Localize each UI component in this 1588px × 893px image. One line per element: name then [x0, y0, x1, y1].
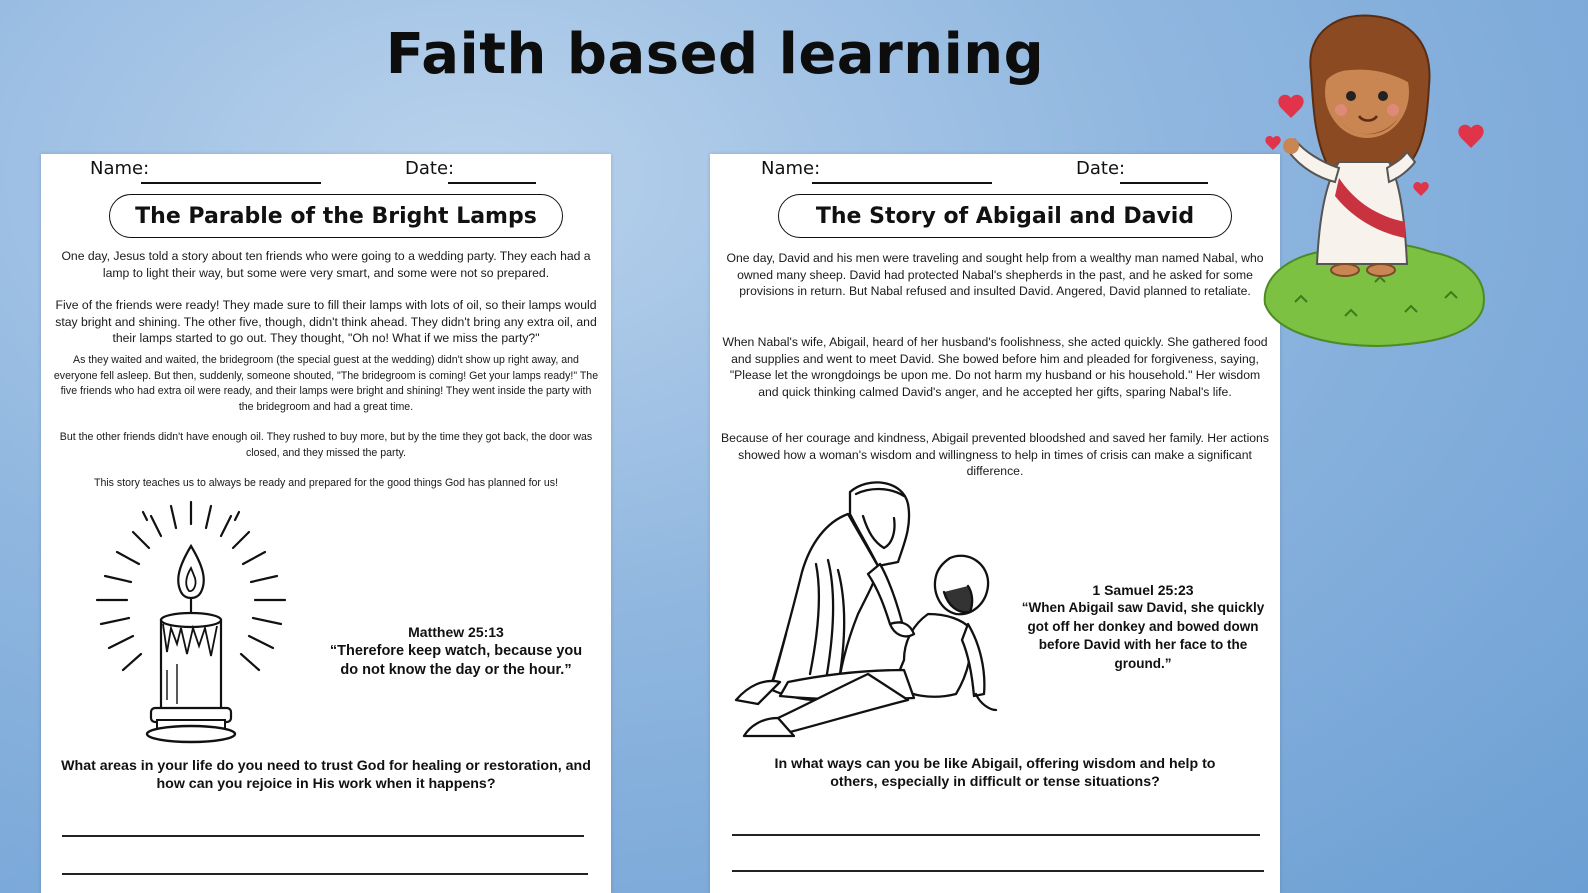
bible-verse	[1012, 582, 1274, 673]
jesus-cartoon-icon	[1255, 12, 1495, 357]
date-field[interactable]	[448, 182, 536, 184]
date-label: Date:	[1076, 158, 1126, 179]
name-date-row	[41, 158, 611, 184]
candle-icon	[81, 494, 301, 749]
story-paragraph: But the other friends didn't have enough oil. They rushed to buy more, but by the time they got back, the door was closed, and they missed the party.	[59, 431, 593, 459]
story-paragraph: This story teaches us to always be ready and prepared for the good things God has planned for us!	[93, 477, 559, 489]
answer-line[interactable]	[732, 870, 1264, 872]
story-paragraph: One day, David and his men were traveling and sought help from a wealthy man named Nabal, who owned many sheep. David had protected Nabal's shepherds in the past, and he asked for some provisions in return. But Nabal refused and insulted David. Angered, David planned to retaliate.	[726, 251, 1264, 298]
answer-line[interactable]	[62, 835, 584, 837]
worksheet-right	[710, 154, 1280, 893]
bible-verse	[321, 624, 591, 680]
name-label: Name:	[90, 158, 150, 179]
worksheet-title: The Story of Abigail and David	[778, 194, 1232, 238]
story-paragraph: When Nabal's wife, Abigail, heard of her husband's foolishness, she acted quickly. She gathered food and supplies and went to meet David. She bowed before him and pleaded for forgiveness, saying, "Please let the wrongdoings be upon me. Do not harm my husband or his household." Her wisdom and quick thinking calmed David's anger, and he accepted her gifts, sparing Nabal's life.	[722, 335, 1268, 399]
story-paragraph: One day, Jesus told a story about ten friends who were going to a wedding party. They each had a lamp to light their way, but some were very smart, and some were not so prepared.	[61, 249, 591, 280]
answer-line[interactable]	[62, 873, 588, 875]
verse-reference: 1 Samuel 25:23	[1092, 582, 1194, 598]
date-label: Date:	[405, 158, 455, 179]
date-field[interactable]	[1120, 182, 1208, 184]
name-date-row	[710, 158, 1280, 184]
name-field[interactable]	[141, 182, 321, 184]
answer-line[interactable]	[732, 834, 1260, 836]
verse-text: “Therefore keep watch, because you do not know the day or the hour.”	[329, 643, 583, 678]
worksheet-left	[41, 154, 611, 893]
abigail-david-icon	[718, 474, 1008, 749]
name-label: Name:	[761, 158, 821, 179]
worksheet-title: The Parable of the Bright Lamps	[109, 194, 563, 238]
story-paragraph: Five of the friends were ready! They made sure to fill their lamps with lots of oil, so their lamps would stay bright and shining. The other five, though, didn't think ahead. They didn't bring any extra oil, and their lamps started to go out. They thought, "Oh no! What if we miss the party?"	[55, 298, 597, 345]
verse-reference: Matthew 25:13	[408, 624, 504, 640]
reflection-question: In what ways can you be like Abigail, offering wisdom and help to others, especially in difficult or tense situations?	[774, 756, 1216, 790]
page-title: Faith based learning	[385, 22, 1045, 87]
name-field[interactable]	[812, 182, 992, 184]
story-paragraph: Because of her courage and kindness, Abigail prevented bloodshed and saved her family. Her actions showed how a woman's wisdom and willingness to help in times of crisis can make a significant difference.	[721, 431, 1269, 478]
story-paragraph: As they waited and waited, the bridegroom (the special guest at the wedding) didn't show up right away, and everyone fell asleep. But then, suddenly, someone shouted, "The bridegroom is coming! Get your lamps ready!" The five friends who had extra oil were ready, and their lamps were bright and shining! They went inside the party with the bridegroom and had a great time.	[53, 354, 599, 413]
verse-text: “When Abigail saw David, she quickly got off her donkey and bowed down before David with her face to the ground.”	[1021, 600, 1265, 671]
reflection-question: What areas in your life do you need to trust God for healing or restoration, and how can you rejoice in His work when it happens?	[61, 758, 591, 792]
